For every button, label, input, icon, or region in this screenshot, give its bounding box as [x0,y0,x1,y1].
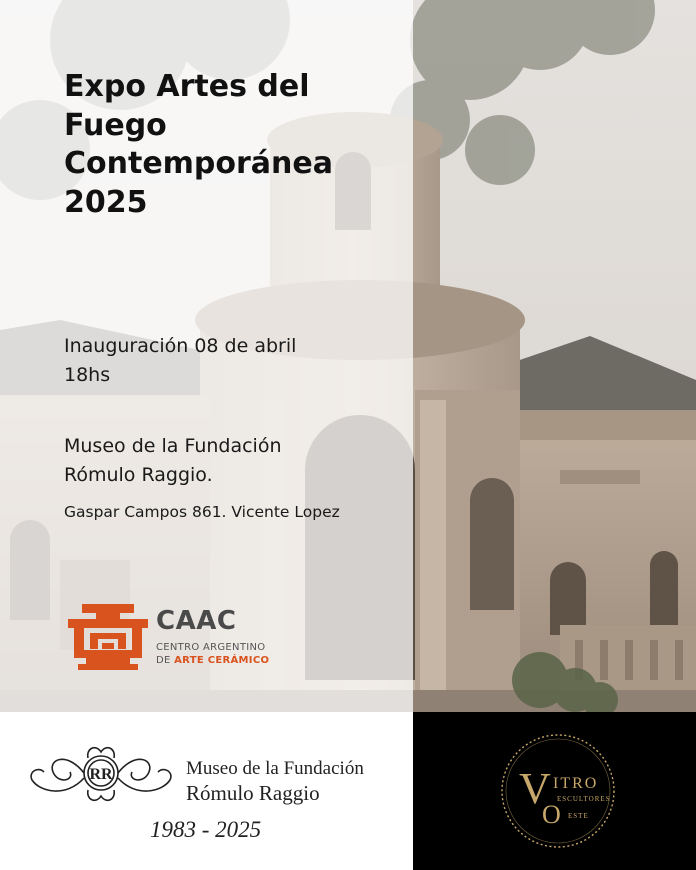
caac-logo [68,604,308,674]
vitro-itro: ITRO [553,775,599,792]
caac-ceramic-emblem-icon [68,604,148,670]
venue-address: Gaspar Campos 861. Vicente Lopez [64,503,340,521]
venue-name [64,432,282,490]
caac-subtitle-accent: ARTE CERÁMICO [174,655,270,666]
svg-text:RR: RR [89,766,113,783]
caac-subtitle-line2 [156,655,269,666]
event-title-line: Contemporánea [64,146,334,181]
venue-name-line: Rómulo Raggio. [64,464,213,486]
vitro-este: ESTE [568,812,589,820]
caac-subtitle-line1: CENTRO ARGENTINO [156,642,266,653]
ornamental-rr-monogram-icon [26,740,176,806]
event-title-line: 2025 [64,184,148,220]
vitro-letter-v: V [519,764,551,813]
museum-logo-line2: Rómulo Raggio [186,781,320,805]
venue-name-line: Museo de la Fundación [64,435,282,457]
event-title [64,68,404,222]
caac-subtitle-prefix: DE [156,655,175,666]
museum-logo-years: 1983 - 2025 [150,817,262,842]
inauguration-time: 18hs [64,364,111,386]
event-title-line: Expo Artes del [64,69,310,104]
museum-logo-line1: Museo de la Fundación [186,758,364,779]
vitro-letter-o: O [542,800,561,829]
inauguration-info [64,332,296,390]
caac-name: CAAC [156,606,237,636]
vitro-escultores: ESCULTORES [557,795,611,803]
event-title-line: Fuego [64,107,167,143]
inauguration-date: Inauguración 08 de abril [64,335,297,357]
